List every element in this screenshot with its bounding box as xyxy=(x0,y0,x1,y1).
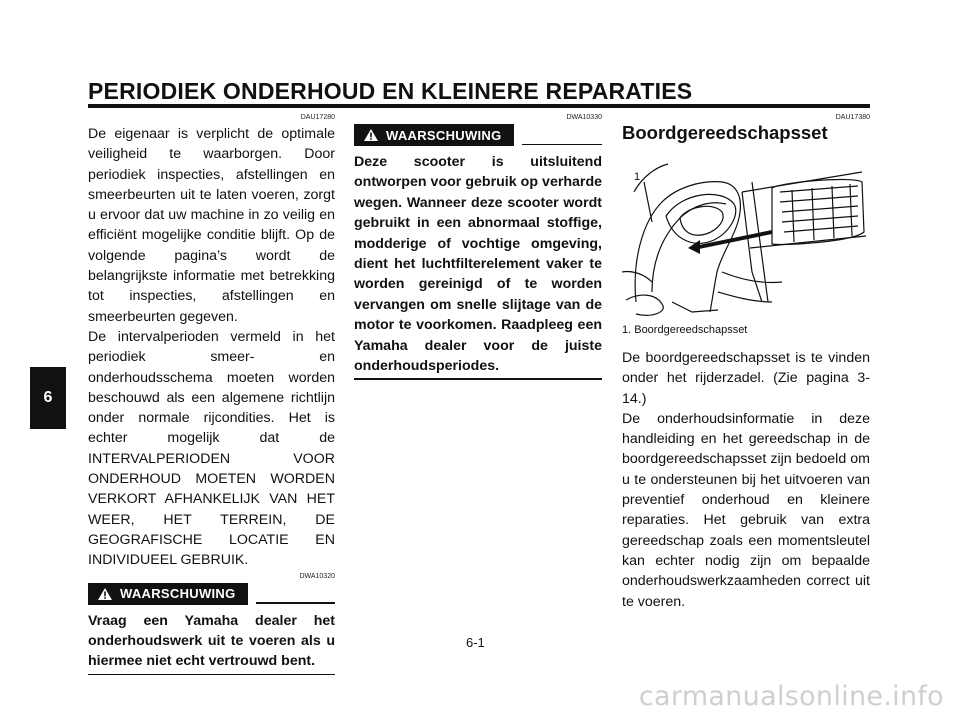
chapter-number: 6 xyxy=(43,389,53,406)
warning-header-line xyxy=(256,602,335,604)
column-3 xyxy=(622,114,870,612)
page-header-title: PERIODIEK ONDERHOUD EN KLEINERE REPARATIES xyxy=(88,78,693,104)
toolkit-info-paragraph: De onderhoudsinformatie in deze handleiding en het gereedschap in de boordgereedschapsset zijn bedoeld om u te ondersteunen bij het uitvoeren van preventief onderhoud en kleinere reparaties. Het gebruik van extra gereedschap zoals een momentsleutel kan echter nodig zijn om bepaalde onderhoudswerkzaamheden correct uit te voeren. xyxy=(622,410,870,610)
warning-label-box xyxy=(88,583,248,605)
warning-triangle-icon xyxy=(98,588,112,600)
figure-callout-number: 1 xyxy=(634,171,641,183)
intro-paragraph: De eigenaar is verplicht de optimale veiligheid te waarborgen. Door periodiek inspecties, afstellingen en smeerbeurten uit te laten voeren, zorgt u ervoor dat uw machine in zo veilig en efficiënt mogelijke conditie blijft. Op de volgende pagina’s wordt de belangrijkste informatie met betrekking tot inspecties, afstellingen en smeerbeurten gegeven. xyxy=(88,126,335,325)
chapter-tab[interactable] xyxy=(30,367,66,429)
warning-code: DWA10330 xyxy=(566,114,602,121)
warning-label-box xyxy=(354,124,514,146)
warning-code: DWA10320 xyxy=(299,572,335,580)
toolkit-figure xyxy=(622,152,870,318)
scooter-toolkit-illustration xyxy=(622,152,870,318)
warning-text: Vraag een Yamaha dealer het onderhoudswerk uit te voeren als u hiermee niet echt vertrouwd bent. xyxy=(88,612,335,670)
warning-header xyxy=(88,583,335,605)
interval-paragraph: De intervalperioden vermeld in het periodiek smeer- en onderhoudsschema moeten worden beschouwd als een algemene richtlijn onder normale rijcondities. Het is echter mogelijk dat de INTERVALPERIODEN VOOR ONDERHOUD MOETEN WORDEN VERKORT AFHANKELIJK VAN HET WEER, HET TERREIN, DE GEOGRAFISCHE LOCATIE EN INDIVIDUEEL GEBRUIK. xyxy=(88,328,335,569)
page-number: 6-1 xyxy=(466,635,485,650)
warning-header xyxy=(354,124,602,146)
warning-label: WAARSCHUWING xyxy=(386,127,502,143)
warning-label: WAARSCHUWING xyxy=(120,586,236,602)
column-1 xyxy=(88,114,335,675)
toolkit-location-paragraph: De boordgereedschapsset is te vinden onder het rijderzadel. (Zie pagina 3-14.) xyxy=(622,350,870,407)
warning-header-line xyxy=(522,144,602,146)
warning-text: Deze scooter is uitsluitend ontworpen voor gebruik op verharde wegen. Wanneer deze scooter wordt gebruikt in een abnormaal stoffige, modderige of vochtige omgeving, dient het luchtfilterelement vaker te worden gereinigd of te worden vervangen om snelle slijtage van de motor te voorkomen. Raadpleeg een Yamaha dealer voor de juiste onderhoudsperiodes. xyxy=(354,154,602,375)
warning-triangle-icon xyxy=(364,129,378,141)
column-2 xyxy=(354,114,602,380)
section-code: DAU17380 xyxy=(835,114,870,121)
section-code: DAU17280 xyxy=(300,114,335,121)
section-heading: Boordgereedschapsset xyxy=(622,122,828,143)
watermark: carmanualsonline.info xyxy=(638,681,944,712)
header-rule xyxy=(88,104,870,108)
warning-end-rule xyxy=(354,378,602,380)
warning-end-rule xyxy=(88,674,335,676)
figure-caption: 1. Boordgereedschapsset xyxy=(622,324,748,336)
